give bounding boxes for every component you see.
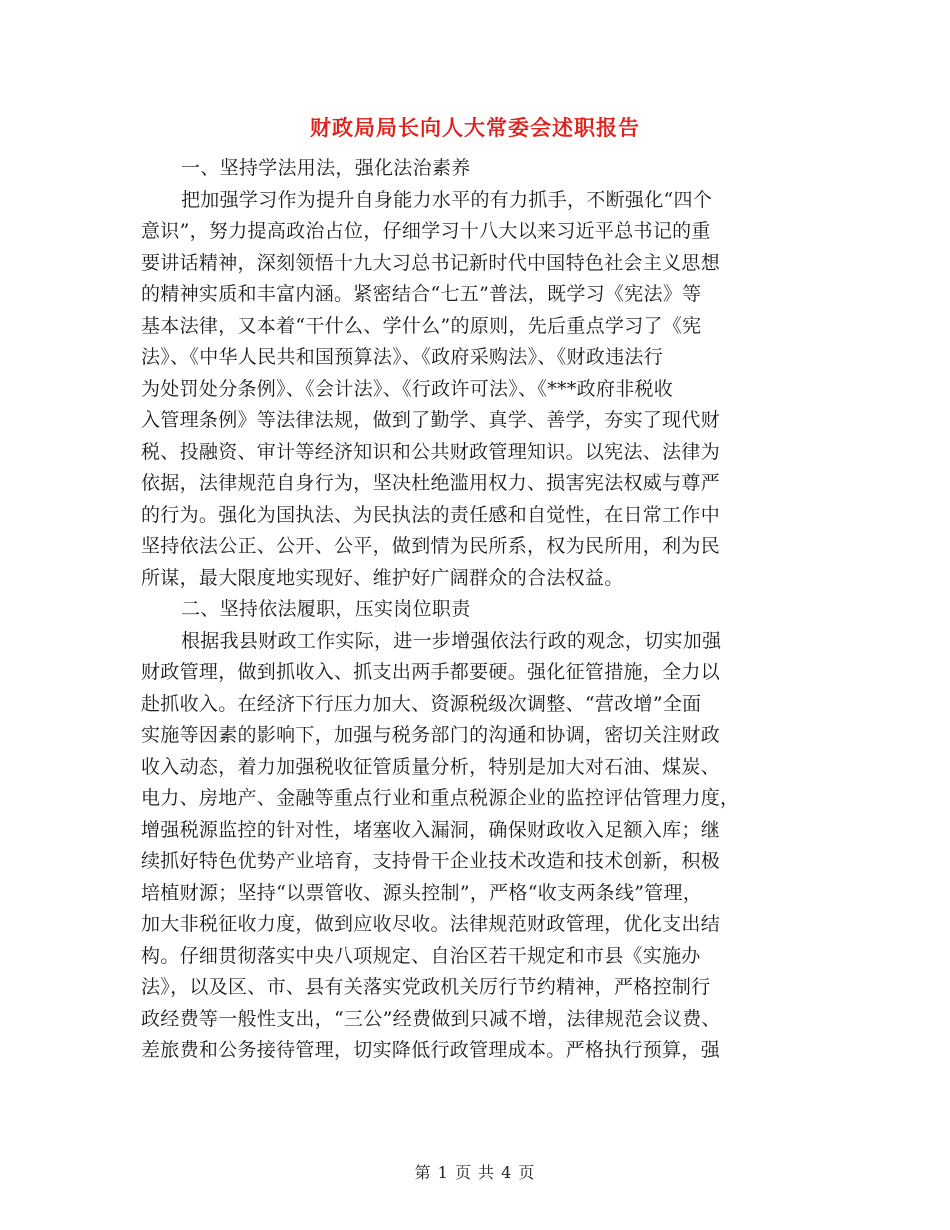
paragraph-line: 培植财源；坚持“以票管收、源头控制”，严格“收支两条线”管理，: [141, 881, 703, 904]
document-body: [141, 153, 806, 1067]
paragraph-line: 实施等因素的影响下，加强与税务部门的沟通和协调，密切关注财政: [141, 724, 721, 746]
paragraph-line: 财政管理，做到抓收入、抓支出两手都要硬。强化征管措施，全力以: [141, 661, 721, 683]
paragraph-line: 法》，以及区、市、县有关落实党政机关厉行节约精神，严格控制行: [141, 976, 711, 998]
paragraph-line: 增强税源监控的针对性，堵塞收入漏洞，确保财政收入足额入库；继: [141, 818, 721, 841]
paragraph-line: 入管理条例》等法律法规，做到了勤学、真学、善学，夯实了现代财: [141, 409, 721, 431]
page-number-footer: 第 1 页 共 4 页: [414, 1163, 536, 1182]
paragraph-line: 的行为。强化为国执法、为民执法的责任感和自觉性，在日常工作中: [141, 503, 721, 526]
paragraph-line: 加大非税征收力度，做到应收尽收。法律规范财政管理，优化支出结: [141, 913, 721, 935]
paragraph-line: 续抓好特色优势产业培育，支持骨干企业技术改造和技术创新，积极: [141, 850, 721, 872]
paragraph-line: 政经费等一般性支出，“三公”经费做到只减不增，法律规范会议费、: [141, 1007, 721, 1030]
section-heading: 一、坚持学法用法，强化法治素养: [181, 157, 471, 179]
paragraph-line: 所谋，最大限度地实现好、维护好广阔群众的合法权益。: [141, 566, 624, 589]
section-heading: 二、坚持依法履职，压实岗位职责: [181, 598, 471, 620]
paragraph-line: 赴抓收入。在经济下行压力加大、资源税级次调整、“营改增”全面: [141, 692, 702, 715]
paragraph-line: 收入动态，着力加强税收征管质量分析，特别是加大对石油、煤炭、: [141, 755, 721, 778]
paragraph-line: 为处罚处分条例》、《会计法》、《行政许可法》、《***政府非税收: [141, 377, 674, 400]
paragraph-line: 基本法律，又本着“干什么、学什么”的原则，先后重点学习了《宪: [141, 314, 702, 337]
paragraph-line: 把加强学习作为提升自身能力水平的有力抓手，不断强化“四个: [181, 188, 713, 211]
paragraph-line: 依据，法律规范自身行为，坚决杜绝滥用权力、损害宪法权威与尊严: [141, 472, 721, 494]
paragraph-line: 坚持依法公正、公开、公平，做到情为民所系，权为民所用，利为民: [141, 535, 721, 557]
paragraph-line: 税、投融资、审计等经济知识和公共财政管理知识。以宪法、法律为: [141, 440, 721, 463]
paragraph-line: 法》、《中华人民共和国预算法》、《政府采购法》、《财政违法行: [141, 346, 664, 368]
paragraph-line: 差旅费和公务接待管理，切实降低行政管理成本。严格执行预算，强: [141, 1039, 721, 1061]
paragraph-line: 构。仔细贯彻落实中央八项规定、自治区若干规定和市县《实施办: [141, 944, 701, 967]
document-title: 财政局局长向人大常委会述职报告: [310, 115, 640, 140]
paragraph-line: 根据我县财政工作实际，进一步增强依法行政的观念，切实加强: [181, 629, 722, 652]
paragraph-line: 电力、房地产、金融等重点行业和重点税源企业的监控评估管理力度，: [141, 787, 740, 809]
paragraph-line: 的精神实质和丰富内涵。紧密结合“七五”普法，既学习《宪法》等: [141, 283, 702, 305]
paragraph-line: 意识”，努力提高政治占位，仔细学习十八大以来习近平总书记的重: [141, 220, 711, 242]
paragraph-line: 要讲话精神，深刻领悟十九大习总书记新时代中国特色社会主义思想: [141, 251, 721, 274]
